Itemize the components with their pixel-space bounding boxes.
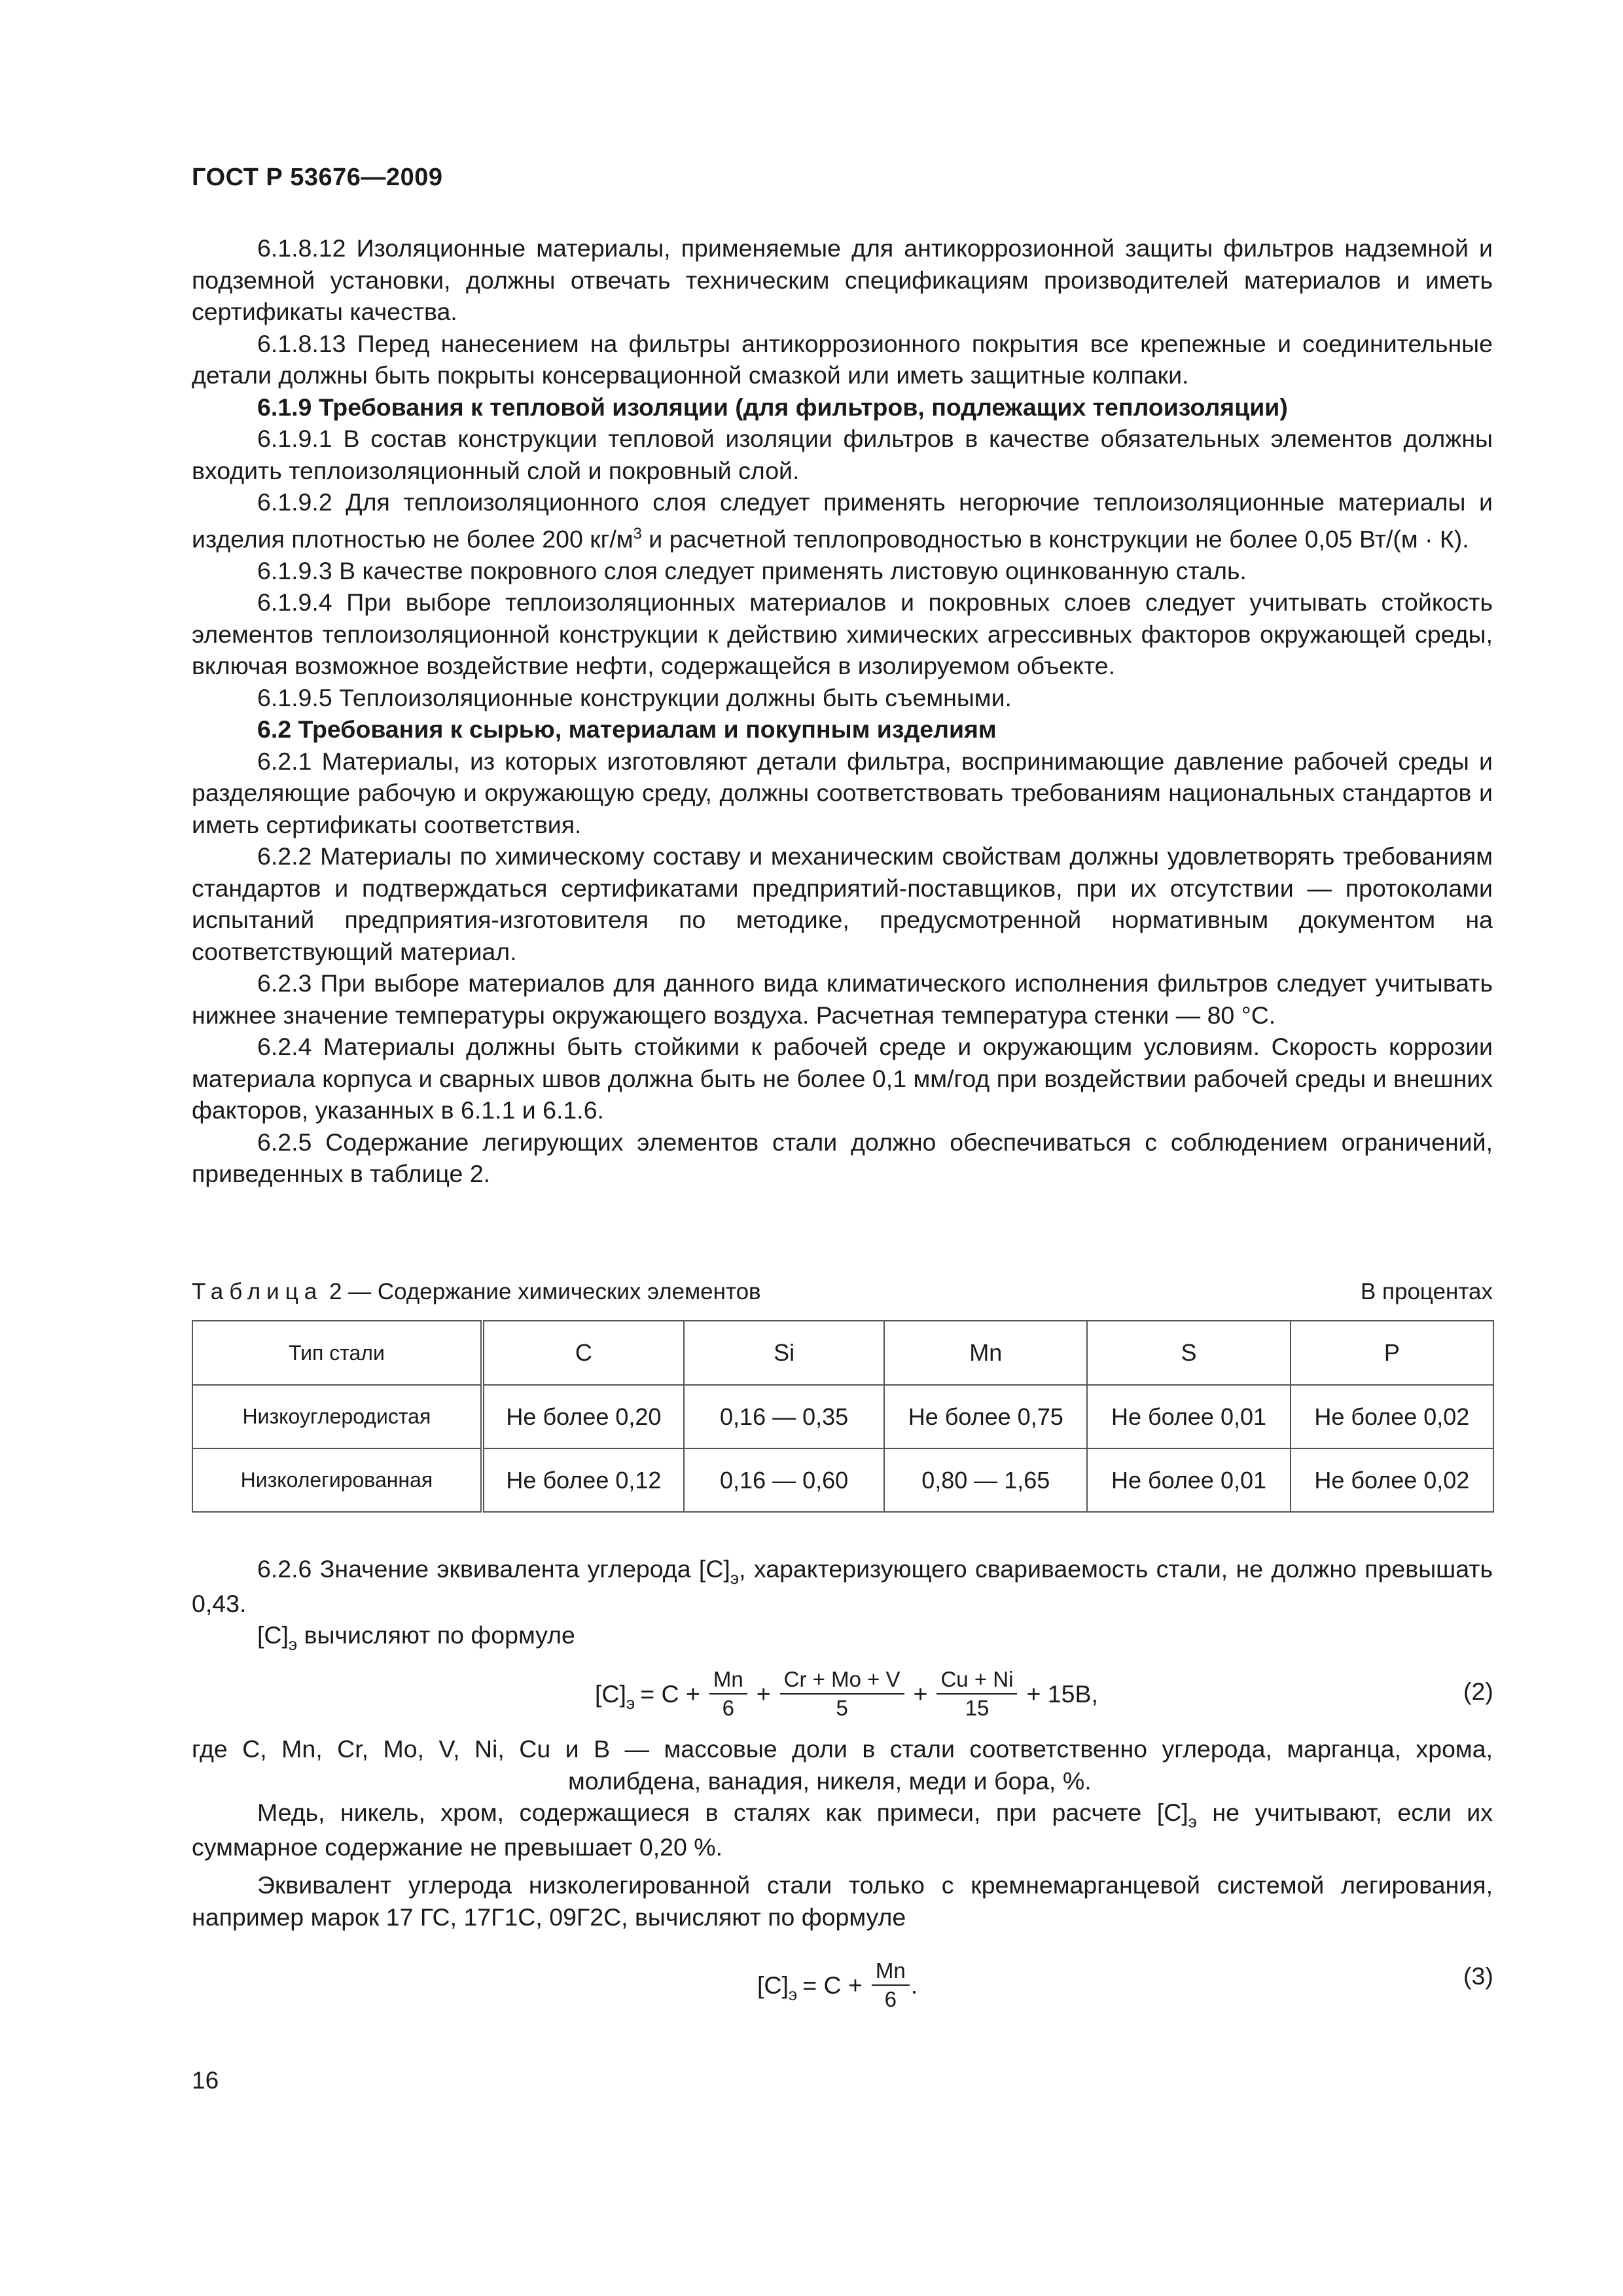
paragraph-text: , характеризующего свариваемость стали, не должно превышать 0,43. [192, 1555, 1493, 1617]
subscript: э [288, 1634, 298, 1654]
legend-line: где C, Mn, Cr, Mo, V, Ni, Cu и B — массовые доли в стали соответственно углерода, марганца, хрома, [192, 1735, 1493, 1763]
section-heading: 6.2 Требования к сырью, материалам и покупным изделиям [257, 715, 997, 743]
paragraph-text: и расчетной теплопроводностью в конструкции не более 0,05 Вт/(м · К). [641, 525, 1469, 552]
formula-term: . [910, 1971, 918, 1999]
formula-lhs-text: [C] [595, 1679, 626, 1708]
table-cell: Не более 0,01 [1087, 1385, 1290, 1448]
formula-2 [592, 1666, 1101, 1722]
table-header-cell: Si [684, 1321, 884, 1385]
paragraph-text: 6.1.9.2 Для теплоизоляционного слоя следует применять негорючие теплоизоляционные материалы и изделия плотностью не более 200 кг/м [192, 488, 1493, 552]
equation-number: (2) [1463, 1677, 1493, 1705]
table-row [192, 1385, 1493, 1448]
table-header-cell: Тип стали [192, 1321, 482, 1385]
paragraph [192, 1619, 1493, 1654]
subscript: э [626, 1693, 635, 1713]
section-heading: 6.1.9 Требования к тепловой изоляции (для фильтров, подлежащих теплоизоляции) [257, 393, 1288, 421]
formula-term: + 15B, [1026, 1679, 1098, 1708]
formula-lhs [595, 1679, 635, 1713]
page-number: 16 [192, 2067, 219, 2094]
paragraph: 6.1.9.3 В качестве покровного слоя следует применять листовую оцинкованную сталь. [257, 556, 1247, 584]
subscript: э [730, 1568, 740, 1588]
document-header: ГОСТ Р 53676—2009 [192, 164, 443, 191]
table-cell: Низколегированная [192, 1448, 482, 1512]
paragraph: 6.2.1 Материалы, из которых изготовляют детали фильтра, воспринимающие давление рабочей среды и разделяющие рабочую и окружающую среду, должны соответствовать требованиям национальных стандартов и иметь сертификаты соответствия. [192, 747, 1493, 838]
chemical-elements-table [192, 1320, 1494, 1513]
formula-operator: + [913, 1679, 928, 1708]
fraction-denominator: 5 [836, 1696, 848, 1720]
equation-number: (3) [1463, 1962, 1493, 1990]
paragraph: 6.2.3 При выборе материалов для данного вида климатического исполнения фильтров следует учитывать нижнее значение температуры окружающего воздуха. Расчетная температура стенки — 80 °С. [192, 969, 1493, 1029]
fraction [936, 1666, 1017, 1722]
fraction-denominator: 6 [884, 1987, 897, 2011]
formula-lhs [757, 1971, 798, 2004]
table-title-text: 2 — Содержание химических элементов [329, 1279, 761, 1304]
subscript: э [1188, 1812, 1197, 1831]
fraction [709, 1666, 747, 1722]
legend-line: молибдена, ванадия, никеля, меди и бора, %. [568, 1767, 1092, 1795]
table-cell: Низкоуглеродистая [192, 1385, 482, 1448]
table-cell: 0,16 — 0,60 [684, 1448, 884, 1512]
fraction [780, 1666, 904, 1722]
paragraph [192, 1797, 1493, 1863]
formula-3 [755, 1957, 920, 2013]
table-cell: Не более 0,02 [1291, 1448, 1493, 1512]
paragraph: 6.1.9.1 В состав конструкции тепловой изоляции фильтров в качестве обязательных элементов должны входить теплоизоляционный слой и покровный слой. [192, 425, 1493, 484]
formula-term: = C + [640, 1679, 700, 1708]
paragraph: 6.1.8.13 Перед нанесением на фильтры антикоррозионного покрытия все крепежные и соединительные детали должны быть покрыты консервационной смазкой или иметь защитные колпаки. [192, 329, 1493, 389]
table-cell: 0,80 — 1,65 [884, 1448, 1087, 1512]
table-header-cell: C [482, 1321, 684, 1385]
paragraph: 6.2.5 Содержание легирующих элементов стали должно обеспечиваться с соблюдением ограничений, приведенных в таблице 2. [192, 1128, 1493, 1187]
table-label: Таблица [192, 1279, 323, 1304]
table-row [192, 1448, 1493, 1512]
fraction-numerator: Cr + Mo + V [780, 1666, 904, 1695]
formula-operator: + [756, 1679, 771, 1708]
fraction [872, 1957, 910, 2013]
table-cell: Не более 0,12 [482, 1448, 684, 1512]
fraction-denominator: 15 [965, 1696, 990, 1720]
paragraph-text: [С] [257, 1621, 289, 1649]
table-header-cell: Mn [884, 1321, 1087, 1385]
fraction-denominator: 6 [722, 1696, 735, 1720]
table-title [192, 1278, 761, 1306]
paragraph: 6.2.4 Материалы должны быть стойкими к рабочей среде и окружающим условиям. Скорость коррозии материала корпуса и сварных швов должна быть не более 0,1 мм/год при воздействии рабочей среды и внешних факторов, указанных в 6.1.1 и 6.1.6. [192, 1033, 1493, 1124]
subscript: э [788, 1984, 798, 2004]
table-cell: Не более 0,02 [1291, 1385, 1493, 1448]
paragraph: 6.1.9.4 При выборе теплоизоляционных материалов и покровных слоев следует учитывать стойкость элементов теплоизоляционной конструкции к действию химических агрессивных факторов окружающей среды, включая возможное воздействие нефти, содержащейся в изолируемом объекте. [192, 588, 1493, 679]
table-cell: Не более 0,75 [884, 1385, 1087, 1448]
paragraph-text: 6.2.6 Значение эквивалента углерода [С] [257, 1555, 730, 1583]
paragraph [192, 486, 1493, 555]
paragraph-text: Медь, никель, хром, содержащиеся в сталях как примеси, при расчете [С] [257, 1799, 1188, 1826]
paragraph: 6.1.9.5 Теплоизоляционные конструкции должны быть съемными. [257, 683, 1012, 711]
table-header-cell: S [1087, 1321, 1290, 1385]
paragraph-text: вычисляют по формуле [297, 1621, 575, 1649]
paragraph-text: не учитывают, если их суммарное содержание не превышает 0,20 %. [192, 1799, 1493, 1861]
table-cell: Не более 0,20 [482, 1385, 684, 1448]
fraction-numerator: Cu + Ni [936, 1666, 1017, 1695]
post-table-text [192, 1553, 1493, 1654]
table-cell: Не более 0,01 [1087, 1448, 1290, 1512]
paragraph: 6.2.2 Материалы по химическому составу и механическим свойствам должны удовлетворять требованиям стандартов и подтверждаться сертификатами предприятий-поставщиков, при их отсутствии — протоколами испытаний предприятия-изготовителя по методике, предусмотренной нормативным документом на соответствующий материал. [192, 842, 1493, 965]
table-header-row [192, 1321, 1493, 1385]
paragraph [192, 1553, 1493, 1619]
formula-lhs-text: [C] [757, 1971, 789, 1999]
paragraph: Эквивалент углерода низколегированной стали только с кремнемарганцевой системой легирования, например марок 17 ГС, 17Г1С, 09Г2С, вычисляют по формуле [192, 1871, 1493, 1931]
table-cell: 0,16 — 0,35 [684, 1385, 884, 1448]
superscript: 3 [633, 524, 642, 543]
table-units: В процентах [1360, 1279, 1493, 1304]
formula-legend [192, 1733, 1493, 1797]
post-formula-text [192, 1797, 1493, 1939]
fraction-numerator: Mn [872, 1957, 910, 1986]
paragraph: 6.1.8.12 Изоляционные материалы, применяемые для антикоррозионной защиты фильтров надземной и подземной установки, должны отвечать техническим спецификациям производителей материалов и иметь сертификаты качества. [192, 234, 1493, 325]
main-text [192, 232, 1493, 1190]
formula-term: = C + [802, 1971, 863, 1999]
fraction-numerator: Mn [709, 1666, 747, 1695]
table-header-cell: P [1291, 1321, 1493, 1385]
